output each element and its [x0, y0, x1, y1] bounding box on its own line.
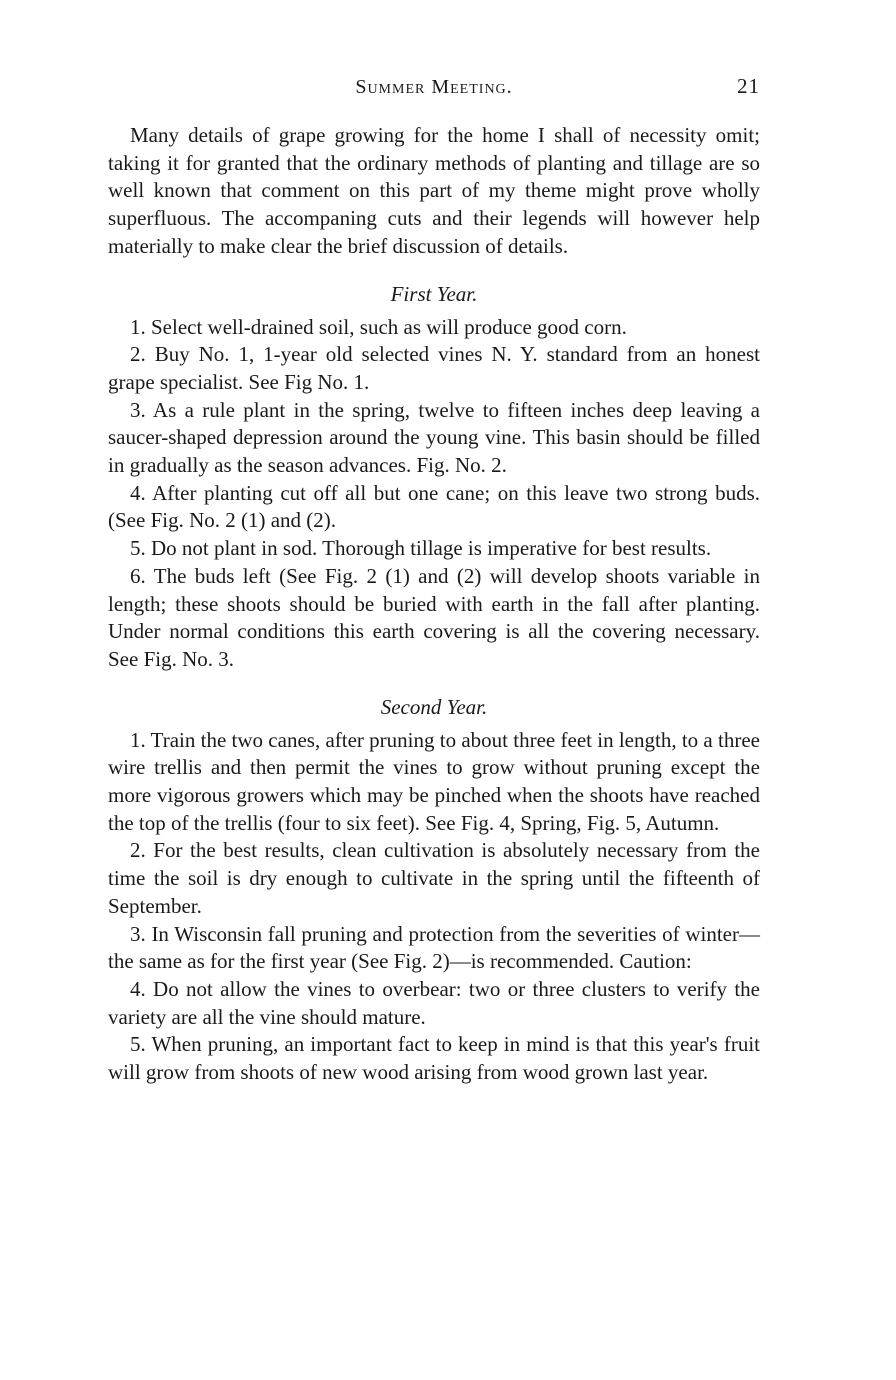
section-heading: First Year.: [390, 281, 478, 306]
list-item: 3. In Wisconsin fall pruning and protection from the severities of winter—the same as for the first year (See Fig. 2)—is recommended. Caution:: [108, 921, 760, 974]
running-title: Summer Meeting.: [355, 76, 513, 98]
section-heading: Second Year.: [380, 694, 488, 719]
list-item: 3. As a rule plant in the spring, twelve to fifteen inches deep leaving a saucer-shaped depression around the young vine. This basin should be filled in gradually as the season advances. Fig. No. 2.: [108, 397, 760, 478]
list-item: 2. For the best results, clean cultivation is absolutely necessary from the time the soil is dry enough to cultivate in the spring until the fifteenth of September.: [108, 838, 760, 918]
list-item: 4. After planting cut off all but one cane; on this leave two strong buds. (See Fig. No. 2 (1) and (2).: [108, 480, 760, 533]
list-item: 5. Do not plant in sod. Thorough tillage is imperative for best results.: [130, 536, 712, 561]
page-number: 21: [737, 74, 760, 98]
running-header: [108, 70, 760, 104]
intro-paragraph: Many details of grape growing for the home I shall of necessity omit; taking it for granted that the ordinary methods of planting and tillage are so well known that comment on this part of my theme might prove wholly superfluous. The accompaning cuts and their legends will however help materially to make clear the brief discussion of details.: [108, 123, 760, 258]
section-first-year: [108, 281, 760, 674]
list-item: 2. Buy No. 1, 1-year old selected vines N. Y. standard from an honest grape specialist. See Fig No. 1.: [108, 342, 760, 394]
list-item: 5. When pruning, an important fact to keep in mind is that this year's fruit will grow from shoots of new wood arising from wood grown last year.: [108, 1032, 760, 1085]
list-item: 1. Select well-drained soil, such as will produce good corn.: [130, 314, 627, 339]
list-item: 4. Do not allow the vines to overbear: two or three clusters to verify the variety are all the vine should mature.: [108, 976, 760, 1029]
list-item: 1. Train the two canes, after pruning to about three feet in length, to a three wire trellis and then permit the vines to grow without pruning except the more vigorous growers which may be pinched when the shoots have reached the top of the trellis (four to six feet). See Fig. 4, Spring, Fig. 5, Autumn.: [108, 727, 760, 835]
document-page: [108, 70, 760, 1087]
section-second-year: [108, 694, 760, 1087]
body-text: [108, 122, 760, 1087]
list-item: 6. The buds left (See Fig. 2 (1) and (2) will develop shoots variable in length; these shoots should be buried with earth in the fall after planting. Under normal conditions this earth covering is all the covering necessary. See Fig. No. 3.: [108, 563, 760, 671]
